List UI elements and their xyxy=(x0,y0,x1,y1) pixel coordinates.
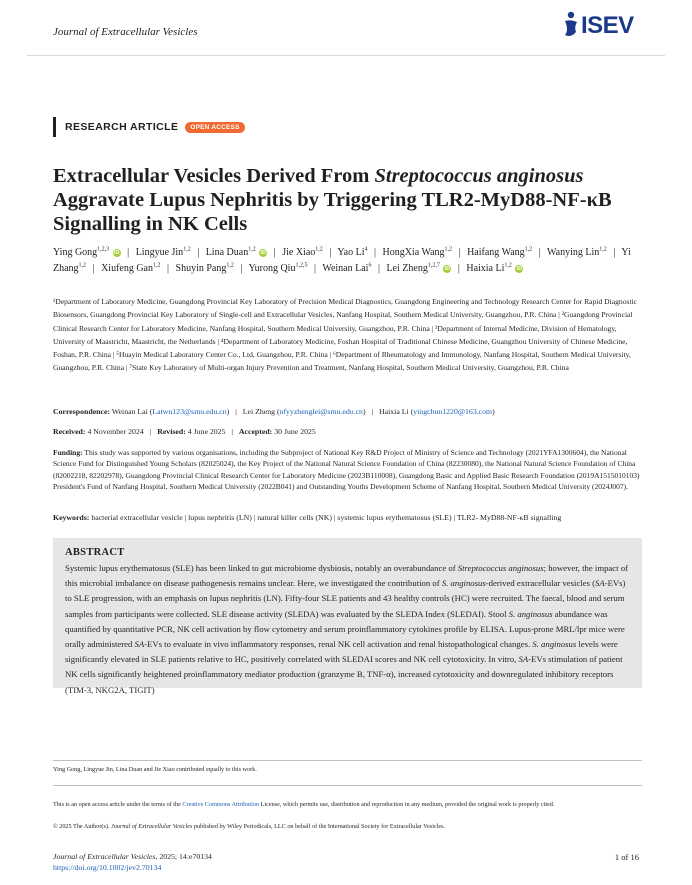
author-separator: | xyxy=(457,263,460,275)
revised-label: Revised: xyxy=(157,427,186,436)
author-name: Weinan Lai xyxy=(322,263,369,275)
orcid-icon[interactable]: iD xyxy=(260,250,266,257)
author-affiliation-number: 1,2 xyxy=(444,247,453,253)
author-list xyxy=(53,244,653,276)
equal-contribution-note: Ying Gong, Lingyue Jin, Lina Duan and Jie Xiao contributed equally to this work. xyxy=(53,766,257,773)
author-name: Xiufeng Gan xyxy=(101,263,153,275)
license-note xyxy=(53,800,643,811)
copyright-text: © 2025 The Author(s). xyxy=(53,823,112,830)
isev-logo[interactable] xyxy=(562,10,642,40)
author-entry xyxy=(176,263,234,274)
article-type-row xyxy=(53,117,245,137)
author-separator: | xyxy=(313,263,316,275)
author-affiliation-number: 1,2,3 xyxy=(97,247,110,253)
abstract-segment: -EVs stimulation of patient NK cells significantly heightened proinflammatory mediator production (granzyme B, TNF-α), increased cytotoxicity and downregulated inhibitory receptors (TIM-3, NKG2A, TIGIT) xyxy=(65,654,623,695)
author-separator: | xyxy=(373,247,376,259)
author-separator: | xyxy=(127,247,130,259)
author-affiliation-number: 6 xyxy=(368,262,372,269)
author-affiliation-number: 1,2 xyxy=(153,262,161,269)
revised-date: 4 June 2025 xyxy=(187,427,226,436)
funding-statement xyxy=(53,447,643,493)
keywords-label: Keywords: xyxy=(53,513,90,522)
author-entry xyxy=(466,263,523,274)
author-entry xyxy=(382,247,452,258)
journal-name-header: Journal of Extracellular Vesicles xyxy=(53,26,198,38)
author-name: Lei Zheng xyxy=(386,263,428,275)
isev-logo-text: ISEV xyxy=(581,12,634,39)
author-entry xyxy=(322,263,371,274)
author-name: Ying Gong xyxy=(53,247,98,259)
open-access-badge: OPEN ACCESS xyxy=(185,122,244,133)
author-name: Yi Zhang xyxy=(53,247,631,275)
copyright-text: published by Wiley Periodicals, LLC on behalf of the International Society for Extracellular Vesicles. xyxy=(192,823,446,830)
received-date: 4 November 2024 xyxy=(87,427,144,436)
license-text: This is an open access article under the terms of the xyxy=(53,801,183,808)
author-affiliation-number: 1,2 xyxy=(226,262,234,269)
orcid-icon[interactable]: iD xyxy=(516,266,523,273)
author-separator: | xyxy=(329,247,332,259)
abstract-italic: SA xyxy=(595,578,605,589)
orcid-icon[interactable]: iD xyxy=(444,266,451,273)
abstract-heading: ABSTRACT xyxy=(65,547,125,558)
author-name: Wanying Lin xyxy=(547,247,600,259)
footer-journal: Journal of Extracellular Vesicles xyxy=(53,852,156,861)
author-entry xyxy=(386,263,451,274)
header-divider xyxy=(27,55,665,56)
author-separator: | xyxy=(197,247,200,259)
article-type-label: RESEARCH ARTICLE xyxy=(65,121,179,133)
author-separator: | xyxy=(92,263,95,275)
funding-label: Funding: xyxy=(53,448,83,457)
author-name: Haixia Li xyxy=(466,263,505,275)
author-name: Lina Duan xyxy=(205,247,249,259)
orcid-icon[interactable]: iD xyxy=(113,250,120,257)
abstract-segment: -derived extracellular vesicles ( xyxy=(485,578,596,589)
copyright-journal: Journal of Extracellular Vesicles xyxy=(111,823,193,830)
title-part-1: Extracellular Vesicles Derived From xyxy=(53,165,375,187)
footer-volume: , 2025; 14:e70134 xyxy=(155,852,212,861)
keywords-text: bacterial extracellular vesicle | lupus nephritis (LN) | natural killer cells (NK) | systemic lupus erythematosus (SLE) | TLR2- MyD88-NF-κB signalling xyxy=(91,513,562,522)
author-name: HongXia Wang xyxy=(382,247,445,259)
footnote-divider xyxy=(53,785,642,786)
author-affiliation-number: 1,2,5 xyxy=(295,262,308,269)
abstract-segment: Systemic lupus erythematosus (SLE) has been linked to gut microbiome dysbiosis, notably an overabundance of xyxy=(65,563,458,573)
author-name: Shuyin Pang xyxy=(175,263,227,275)
creative-commons-link[interactable]: Creative Commons Attribution xyxy=(182,801,260,808)
license-text: License, which permits use, distribution and reproduction in any medium, provided the original work is properly cited. xyxy=(259,801,555,808)
author-name: Haifang Wang xyxy=(467,247,525,259)
abstract-italic: Streptococcus anginosus xyxy=(457,563,544,573)
author-name: Yurong Qiu xyxy=(248,263,296,275)
article-type-bar xyxy=(53,117,56,137)
abstract-text xyxy=(65,561,631,698)
footnote-divider xyxy=(53,760,642,761)
doi-link[interactable]: https://doi.org/10.1002/jev2.70134 xyxy=(53,862,162,872)
author-name: Lingyue Jin xyxy=(135,247,184,259)
correspondence-label: Correspondence: xyxy=(53,407,111,416)
author-entry xyxy=(136,247,191,258)
author-affiliation-number: 4 xyxy=(364,247,368,253)
author-affiliation-number: 1,2 xyxy=(183,247,191,253)
isev-logo-mark-icon xyxy=(562,11,580,39)
accepted-date: 30 June 2025 xyxy=(274,427,316,436)
correspondent-name: Weinan Lai xyxy=(111,407,148,416)
author-name: Jie Xiao xyxy=(282,247,316,259)
author-entry xyxy=(206,247,268,258)
title-species: Streptococcus anginosus xyxy=(374,165,584,187)
author-separator: | xyxy=(167,263,170,275)
author-entry xyxy=(53,247,121,258)
abstract-segment: -EVs) to SLE progression, with an emphasis on lupus nephritis (LN). Fifty-four SLE patients and 43 healthy controls (HC) were recruited. The faecal, blood and serum samples from participants were collected. SLE disease activity (SLEDA) was evaluated by the SLEDA Index (SLEDAI). Stool xyxy=(65,578,626,619)
footer-citation xyxy=(53,852,212,873)
author-separator: | xyxy=(613,247,616,259)
correspondent-email-link[interactable]: yingchun1220@163.com xyxy=(413,407,493,416)
abstract-segment: ; however, the impact of this microbial imbalance on disease pathogenesis remains unclear. Here, we investigated the contribution of xyxy=(65,563,628,589)
author-entry xyxy=(282,247,323,258)
author-affiliation-number: 1,2 xyxy=(315,247,323,253)
abstract-segment: abundance was quantified by quantitative PCR, NK cell activation by flow cytometry and serum proinflammatory cytokines profile by ELISA. Lupus-prone MRL/lpr mice were orally administered xyxy=(65,608,625,650)
author-separator: | xyxy=(240,263,243,275)
funding-text: This study was supported by various organisations, including the Subproject of National Key R&D Project of Ministry of Science and Technology (2021YFA1300604), the National Science Fund for Distinguished Young Scholars (82025024), the Key Project of the National Natural Science Foundation of China (82230080), the National Natural Science Foundation of China (82002218, 82202978), Guangdong Provincial Clinical Research Center for Laboratory Medicine (2023B110008), Guangdong Basic and Applied Basic Research Foundation (2019A1515010103) President's Fund of Nanfang Hospital, Southern Medical University (2022B041) and Outstanding Youths Development Scheme of Nanfang Hospital, Southern Medical University (2024J007). xyxy=(53,448,640,492)
author-entry xyxy=(547,247,607,258)
author-entry xyxy=(337,247,367,258)
author-affiliation-number: 1,2,7 xyxy=(427,262,440,269)
correspondence-line: Correspondence: Weinan Lai (Latwn123@smu.edu.cn) | Lei Zheng (nfyyzhenglei@smu.edu.cn) | Haixia Li (yingchun1220@163.com) xyxy=(53,407,495,416)
author-affiliation-number: 1,2 xyxy=(524,247,533,253)
correspondent-email-link[interactable]: Latwn123@smu.edu.cn xyxy=(152,407,227,416)
abstract-italic: S. anginosus xyxy=(508,608,553,619)
abstract-italic: S. anginosus xyxy=(441,578,486,589)
accepted-label: Accepted: xyxy=(238,427,273,436)
author-affiliation-number: 1,2 xyxy=(599,247,607,253)
author-affiliation-number: 1,2 xyxy=(78,262,87,269)
author-name: Yao Li xyxy=(337,247,365,259)
correspondent-email-link[interactable]: nfyyzhenglei@smu.edu.cn xyxy=(279,407,363,416)
abstract-italic: S. anginosus xyxy=(532,639,577,650)
author-affiliation-number: 1,2 xyxy=(504,262,512,269)
correspondent-name: Lei Zheng xyxy=(242,407,275,416)
correspondent-name: Haixia Li xyxy=(379,407,409,416)
author-separator: | xyxy=(458,247,461,259)
abstract-italic: SA xyxy=(134,639,145,650)
author-affiliation-number: 1,2 xyxy=(248,247,256,253)
copyright-note xyxy=(53,822,643,833)
title-part-2: Aggravate Lupus Nephritis by Triggering TLR2-MyD88-NF-κB Signalling in NK Cells xyxy=(53,189,612,235)
keywords-line xyxy=(53,512,653,523)
affiliations: ¹Department of Laboratory Medicine, Guangdong Provincial Key Laboratory of Precision Medical Diagnostics, Guangdong Engineering and Technology Research Center for Rapid Diagnostic Biosensors, Guangdong Provincial Key Laboratory of Single-cell and Extracellular Vesicles, Nanfang Hospital, Southern Medical University, Guangzhou, P.R. China | ²Guangdong Provincial Clinical Research Center for Laboratory Medicine, Nanfang Hospital, Southern Medical University, Guangzhou, P.R. China | ³Department of Internal Medicine, Division of Hematology, University of Maastricht, Maastricht, the Netherlands | ⁴Department of Laboratory Medicine, Foshan Hospital of Traditional Chinese Medicine, Guangzhou University of Chinese Medicine, Foshan, P.R. China | ⁵Huayin Medical Laboratory Center Co., Ltd, Guangzhou, P.R. China | ⁶Department of Rheumatology and Immunology, Nanfang Hospital, Southern Medical University, Guangzhou, P.R. China | ⁷State Key Laboratory of Multi-organ Injury Prevention and Treatment, Nanfang Hospital, Southern Medical University, Guangzhou, P.R. China xyxy=(53,297,638,373)
article-title xyxy=(53,164,643,236)
dates-line: Received: 4 November 2024 | Revised: 4 June 2025 | Accepted: 30 June 2025 xyxy=(53,427,316,436)
author-separator: | xyxy=(273,247,276,259)
author-entry xyxy=(101,263,160,274)
author-separator: | xyxy=(377,263,380,275)
abstract-italic: SA xyxy=(518,654,529,665)
abstract-segment: levels were significantly elevated in SLE patients relative to HC, positively correlated with SLEDAI scores and NK cell cytotoxicity. In vitro, xyxy=(65,639,618,665)
author-entry xyxy=(467,247,532,258)
page-number: 1 of 16 xyxy=(614,852,639,862)
author-entry xyxy=(249,263,308,274)
abstract-segment: -EVs to evaluate in vivo inflammatory responses, renal NK cell activation and renal histopathological changes. xyxy=(144,639,533,650)
author-separator: | xyxy=(538,247,541,259)
received-label: Received: xyxy=(53,427,86,436)
